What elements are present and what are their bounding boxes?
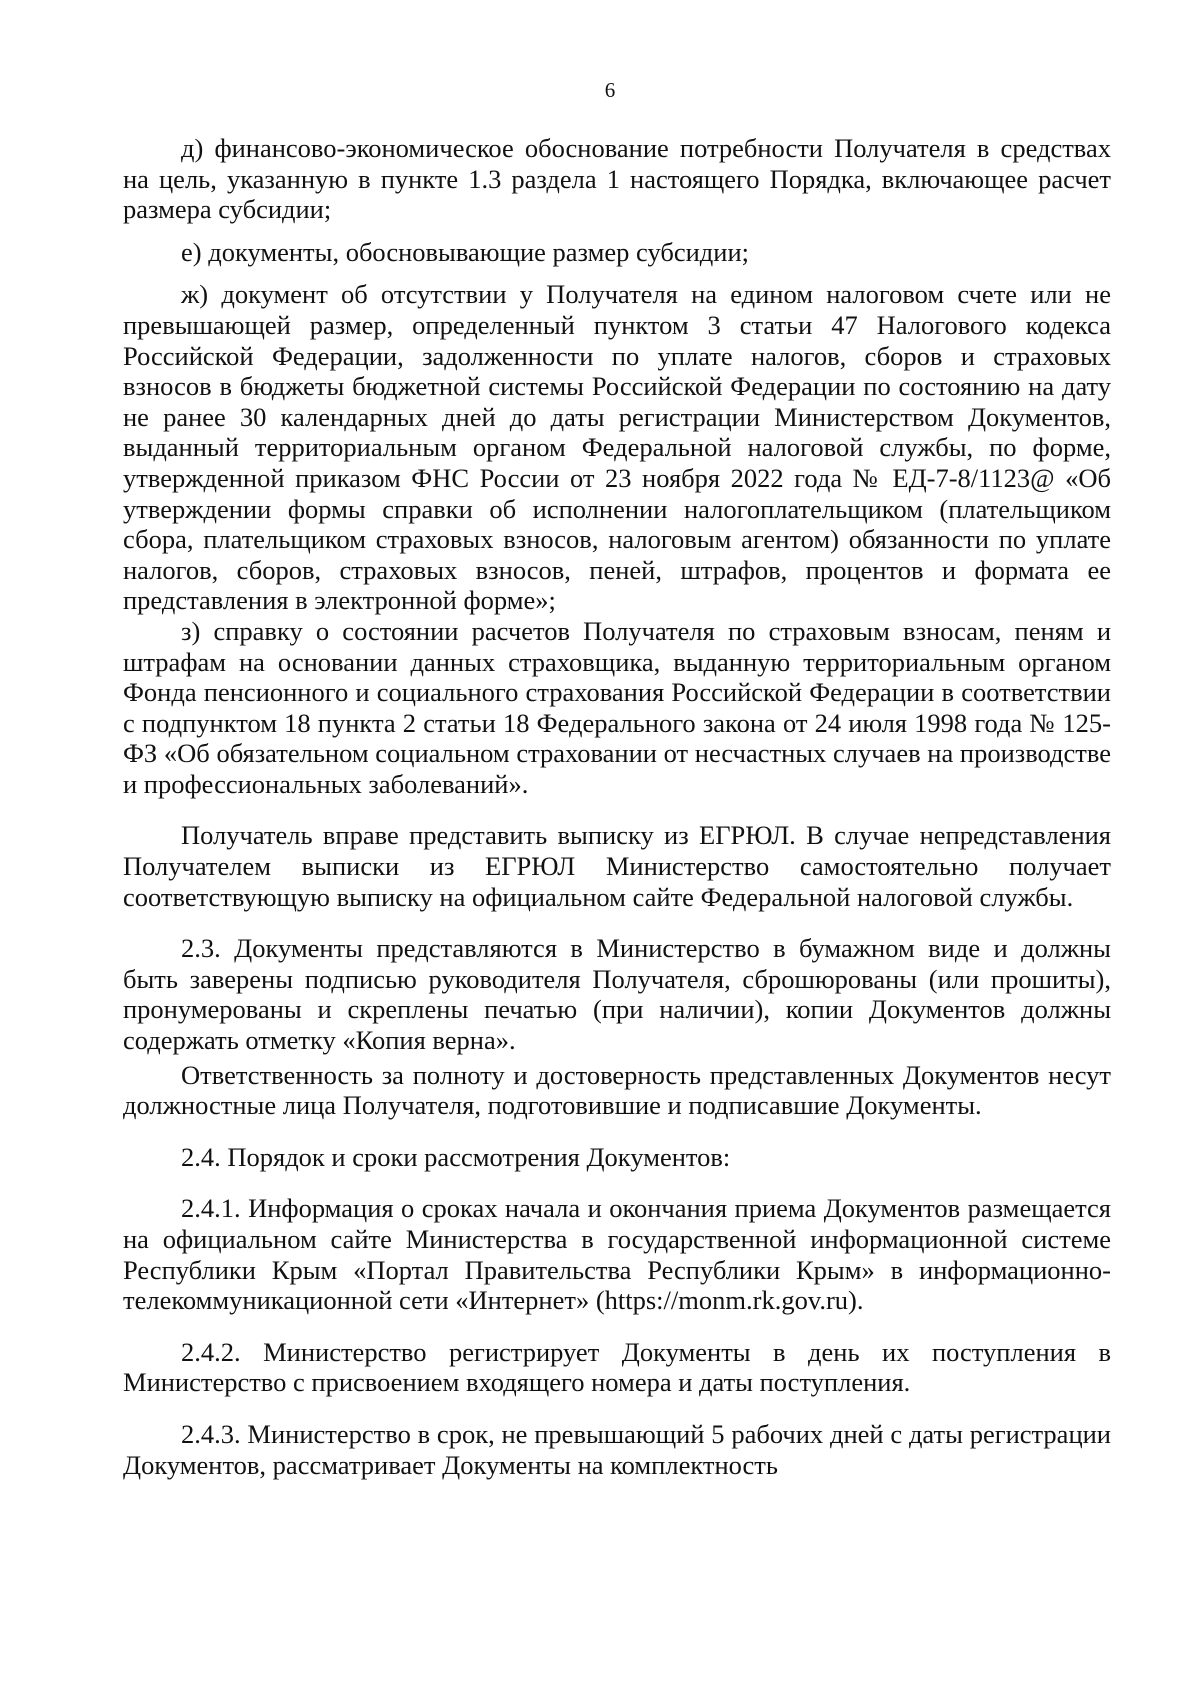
paragraph-responsibility: Ответственность за полноту и достоверность представленных Документов несут должностные лица Получателя, подготовившие и подписавшие Документы.	[123, 1059, 1111, 1121]
paragraph-2-4: 2.4. Порядок и сроки рассмотрения Документов:	[181, 1141, 731, 1172]
paragraph-2-3: 2.3. Документы представляются в Министерство в бумажном виде и должны быть заверены подписью руководителя Получателя, сброшюрованы (или прошиты), пронумерованы и скреплены печатью (при наличии), копии Документов должны содержать отметку «Копия верна».	[123, 933, 1111, 1056]
page-number: 6	[604, 78, 616, 102]
paragraph-item-zh: ж) документ об отсутствии у Получателя на едином налоговом счете или не превышающей размер, определенный пунктом 3 статьи 47 Налогового кодекса Российской Федерации, задолженности по уплате налогов, сборов и страховых взносов в бюджеты бюджетной системы Российской Федерации по состоянию на дату не ранее 30 календарных дней до даты регистрации Министерством Документов, выданный территориальным органом Федеральной налоговой службы, по форме, утвержденной приказом ФНС России от 23 ноября 2022 года № ЕД-7-8/1123@ «Об утверждении формы справки об исполнении налогоплательщиком (плательщиком сбора, плательщиком страховых взносов, налоговым агентом) обязанности по уплате налогов, сборов, страховых взносов, пеней, штрафов, процентов и формата ее представления в электронной форме»;	[123, 279, 1111, 616]
paragraph-2-4-2: 2.4.2. Министерство регистрирует Документы в день их поступления в Министерство с присвоением входящего номера и даты поступления.	[123, 1336, 1111, 1398]
paragraph-egrul: Получатель вправе представить выписку из ЕГРЮЛ. В случае непредставления Получателем выписки из ЕГРЮЛ Министерство самостоятельно получает соответствующую выписку на официальном сайте Федеральной налоговой службы.	[123, 820, 1111, 912]
paragraph-item-d: д) финансово-экономическое обоснование потребности Получателя в средствах на цель, указанную в пункте 1.3 раздела 1 настоящего Порядка, включающее расчет размера субсидии;	[123, 133, 1111, 225]
document-body	[123, 133, 1111, 1480]
paragraph-2-4-1: 2.4.1. Информация о сроках начала и окончания приема Документов размещается на официальном сайте Министерства в государственной информационной системе Республики Крым «Портал Правительства Республики Крым» в информационно-телекоммуникационной сети «Интернет» (https://monm.rk.gov.ru).	[123, 1193, 1111, 1316]
paragraph-2-4-3: 2.4.3. Министерство в срок, не превышающий 5 рабочих дней с даты регистрации Документов, рассматривает Документы на комплектность	[123, 1418, 1111, 1480]
paragraph-item-e: е) документы, обосновывающие размер субсидии;	[181, 236, 750, 267]
paragraph-item-z: з) справку о состоянии расчетов Получателя по страховым взносам, пеням и штрафам на основании данных страховщика, выданную территориальным органом Фонда пенсионного и социального страхования Российской Федерации в соответствии с подпунктом 18 пункта 2 статьи 18 Федерального закона от 24 июля 1998 года № 125-ФЗ «Об обязательном социальном страховании от несчастных случаев на производстве и профессиональных заболеваний».	[123, 615, 1111, 799]
